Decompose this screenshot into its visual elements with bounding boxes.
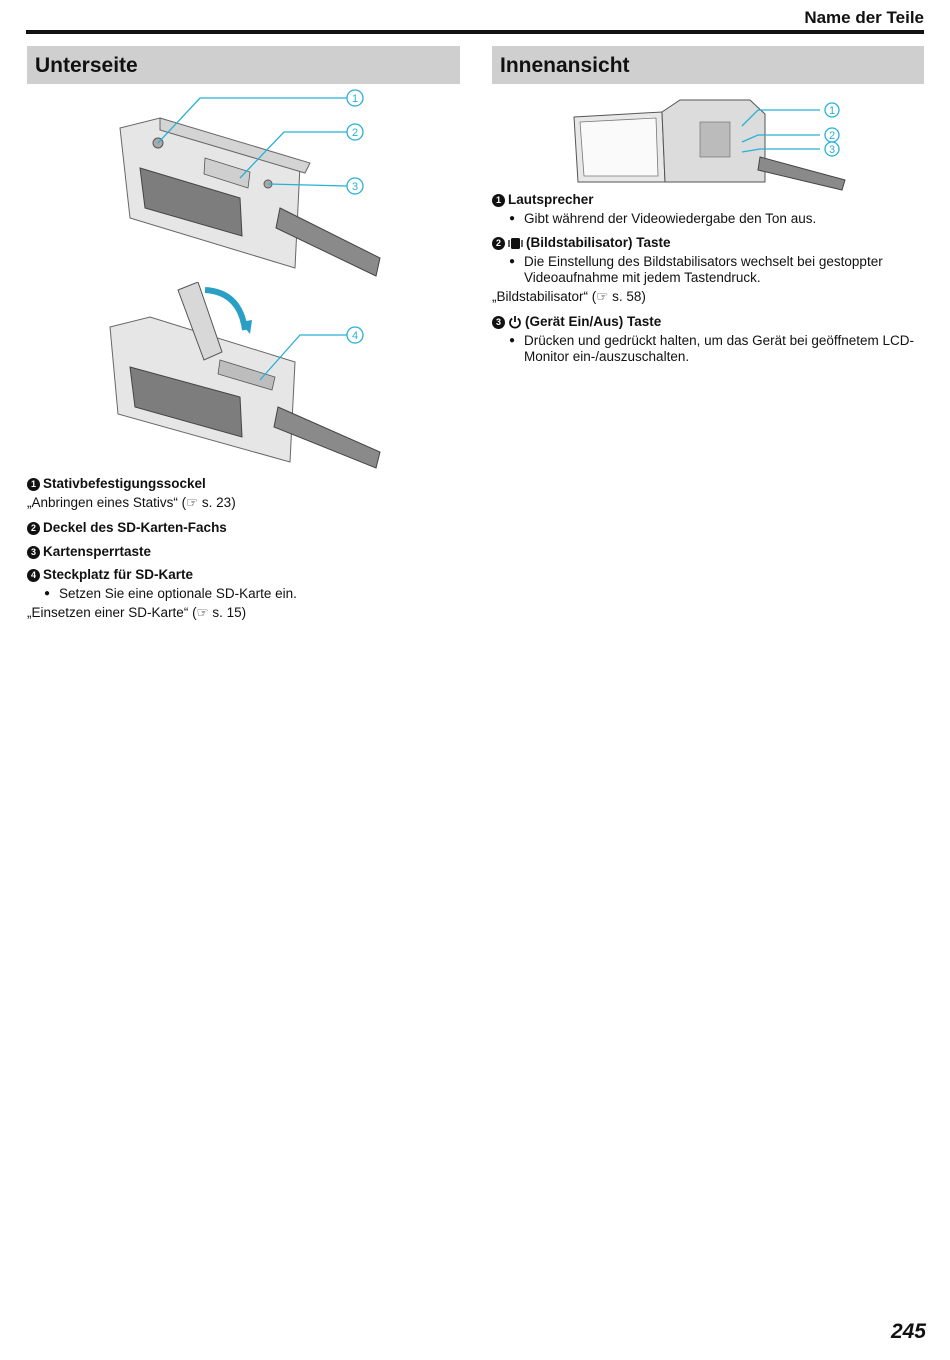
page-header-title: Name der Teile bbox=[804, 8, 924, 27]
item-number: 1 bbox=[27, 478, 40, 491]
list-item bbox=[492, 192, 922, 227]
list-item bbox=[492, 314, 922, 365]
callout-3 bbox=[347, 178, 363, 194]
item-title: Deckel des SD-Karten-Fachs bbox=[43, 520, 227, 535]
page-reference: „Anbringen eines Stativs“ (☞ s. 23) bbox=[27, 495, 236, 510]
page-reference: „Einsetzen einer SD-Karte“ (☞ s. 15) bbox=[27, 605, 247, 620]
item-title: Steckplatz für SD-Karte bbox=[43, 567, 194, 582]
item-number: 4 bbox=[27, 569, 40, 582]
svg-text:1: 1 bbox=[828, 105, 836, 117]
item-number: 2 bbox=[492, 237, 505, 250]
list-item bbox=[27, 520, 457, 536]
callout-4 bbox=[347, 327, 363, 343]
list-item bbox=[27, 544, 457, 560]
svg-text:1: 1 bbox=[351, 93, 359, 105]
header-rule bbox=[26, 30, 924, 34]
section-title: Unterseite bbox=[35, 54, 138, 77]
power-icon bbox=[508, 315, 522, 329]
bullet-text: ● Setzen Sie eine optionale SD-Karte ein. bbox=[27, 586, 457, 602]
svg-text:4: 4 bbox=[351, 330, 359, 342]
list-item bbox=[27, 476, 457, 511]
callout-1 bbox=[825, 103, 839, 117]
camcorder-inner-view-figure bbox=[570, 92, 850, 192]
list-item bbox=[27, 567, 457, 621]
section-header-innenansicht bbox=[492, 46, 924, 84]
camcorder-card-slot-figure bbox=[100, 282, 390, 472]
image-stabilizer-icon bbox=[508, 237, 523, 250]
callout-1 bbox=[347, 90, 363, 106]
page-number: 245 bbox=[890, 1320, 926, 1343]
callout-2 bbox=[825, 128, 839, 142]
svg-text:2: 2 bbox=[828, 130, 836, 142]
bullet-text: ● Gibt während der Videowiedergabe den Ton aus. bbox=[492, 211, 922, 227]
svg-text:3: 3 bbox=[351, 181, 359, 193]
callout-3 bbox=[825, 142, 839, 156]
list-item bbox=[492, 235, 922, 305]
callout-2 bbox=[347, 124, 363, 140]
section-title: Innenansicht bbox=[500, 54, 630, 77]
item-title: (Bildstabilisator) Taste bbox=[526, 235, 671, 250]
item-number: 3 bbox=[492, 316, 505, 329]
item-title: Lautsprecher bbox=[508, 192, 594, 207]
item-number: 3 bbox=[27, 546, 40, 559]
item-title: Kartensperrtaste bbox=[43, 544, 152, 559]
item-title: (Gerät Ein/Aus) Taste bbox=[525, 314, 662, 329]
section-header-unterseite bbox=[27, 46, 460, 84]
svg-text:2: 2 bbox=[351, 127, 359, 139]
camcorder-underside-figure bbox=[100, 88, 390, 288]
svg-text:3: 3 bbox=[828, 144, 836, 156]
page-reference: „Bildstabilisator“ (☞ s. 58) bbox=[492, 289, 646, 304]
item-title: Stativbefestigungssockel bbox=[43, 476, 206, 491]
bullet-text: ● Die Einstellung des Bildstabilisators wechselt bei gestoppter Videoaufnahme mit jedem Tastendruck. bbox=[492, 254, 922, 286]
item-number: 1 bbox=[492, 194, 505, 207]
item-number: 2 bbox=[27, 522, 40, 535]
bullet-text: ● Drücken und gedrückt halten, um das Gerät bei geöffnetem LCD-Monitor ein-/auszuschalten. bbox=[492, 333, 922, 365]
